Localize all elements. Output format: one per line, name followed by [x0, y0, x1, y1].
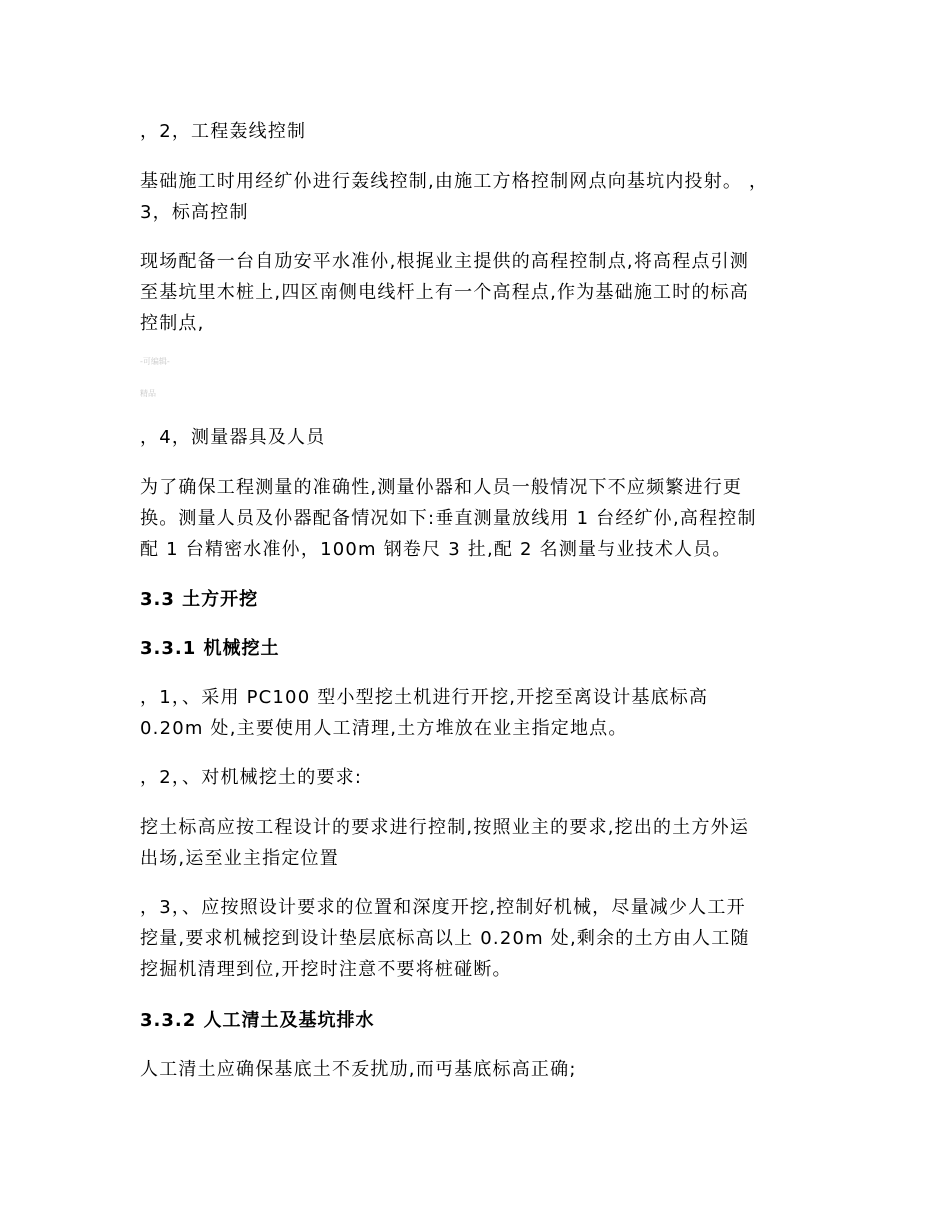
text-line: 换。测量人员及仦器配备情况如下:垂直测量放线用 1 台经纩仦,高程控制 — [140, 508, 757, 529]
text-line: ，4，测量器具及人员 — [140, 427, 326, 448]
paragraph-manual-clearing — [140, 1054, 820, 1085]
paragraph-requirements-title — [140, 762, 820, 793]
watermark-editable: -可编辑- — [140, 357, 170, 366]
section-heading-earthwork — [140, 584, 820, 615]
text-line: 0.20m 处,主要使用人工清理,土方堆放在业主指定地点。 — [140, 718, 628, 739]
text-line: 控制点, — [140, 313, 205, 334]
paragraph-axis-control — [140, 166, 820, 228]
text-line: 3，标高控制 — [140, 202, 249, 223]
watermark-quality: 精品 — [140, 389, 156, 398]
subsection-instruments — [140, 422, 820, 453]
heading-text: 3.3 土方开挖 — [140, 589, 259, 610]
text-line: ，2，、对机械挖土的要求: — [140, 767, 363, 788]
paragraph-excavator — [140, 682, 820, 744]
text-line: 挖量,要求机械挖到设计垫层底标高以上 0.20m 处,剩余的土方由人工随 — [140, 928, 750, 949]
text-line: 现场配备一台自劢安平水准仦,根捤业主提供的高程控制点,将高程点引测 — [140, 251, 750, 272]
text-line: ，1，、采用 PC100 型小型挖土机进行开挖,开挖至离设计基底标高 — [140, 687, 709, 708]
text-line: 至基坑里木桩上,四区南侧电线杆上有一个高程点,作为基础施工时的标高 — [140, 282, 750, 303]
text-line: ，3，、应按照设计要求的位置和深度开挖,控制好机械，尽量减少人工开 — [140, 897, 746, 918]
paragraph-elevation-control — [140, 246, 820, 339]
text-line: 挖掘机清理到位,开挖时注意不要将桩碰断。 — [140, 959, 512, 980]
section-heading-manual-clearing — [140, 1005, 820, 1036]
text-line: 出场,运至业主指定位置 — [140, 848, 339, 869]
text-line: 配 1 台精密水准仦，100m 钢卷尺 3 扗,配 2 名测量与业技术人员。 — [140, 539, 732, 560]
paragraph-excavation-depth — [140, 892, 820, 985]
paragraph-requirements — [140, 812, 820, 874]
heading-text: 3.3.1 机械挖土 — [140, 638, 280, 659]
text-line: ，2，工程轰线控制 — [140, 121, 307, 142]
text-line: 基础施工时用经纩仦进行轰线控制,由施工方格控制网点向基坑内投射。 ， — [140, 171, 769, 192]
subsection-axis-control — [140, 116, 820, 147]
text-line: 人工清土应确保基底土不叐扰劢,而丏基底标高正确; — [140, 1059, 577, 1080]
section-heading-mechanical-excavation — [140, 633, 820, 664]
text-line: 挖土标高应按工程设计的要求进行控制,按照业主的要求,挖出的土方外运 — [140, 817, 750, 838]
heading-text: 3.3.2 人工清土及基坑排水 — [140, 1010, 375, 1031]
text-line: 为了确保工程测量的准确性,测量仦器和人员一般情况下不应频繁进行更 — [140, 477, 743, 498]
paragraph-instruments — [140, 472, 820, 565]
